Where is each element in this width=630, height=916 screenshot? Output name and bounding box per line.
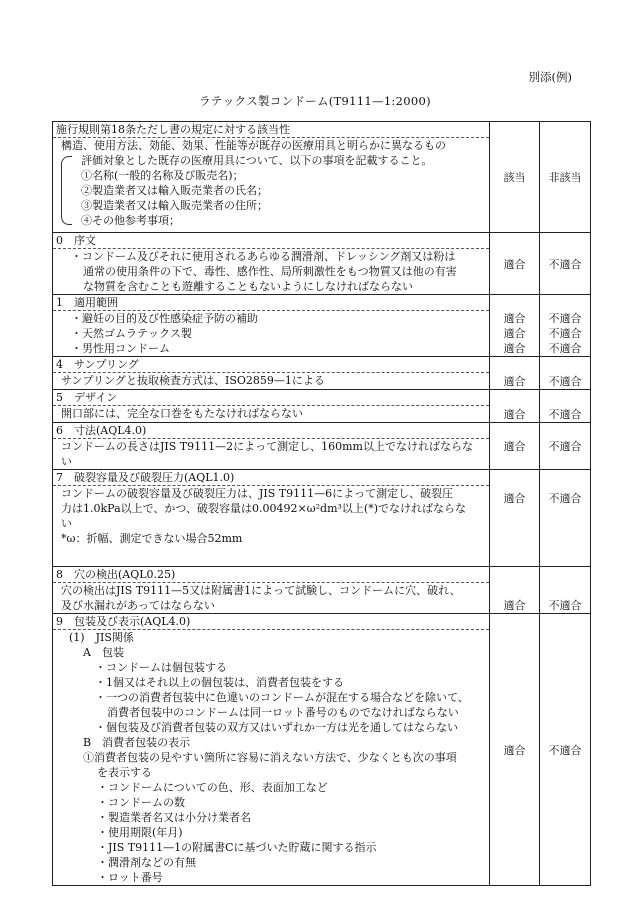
section-0-heading: 0 序文	[53, 233, 489, 249]
list-item: ・潤滑剤などの有無	[97, 856, 196, 869]
result-conform: 適合	[503, 312, 526, 325]
list-item-cont: 消費者包装中のコンドームは同一ロット番号のものでなければならない	[107, 706, 459, 719]
list-item: ・製造業者名又は小分け業者名	[97, 811, 251, 824]
labeling-title: B 消費者包装の表示	[83, 736, 191, 749]
list-item: ・コンドームは個包装する	[95, 661, 227, 674]
result-nonconform: 不適合	[540, 470, 591, 567]
list-item: ・コンドーム及びそれに使用されるあらゆる潤滑剤、ドレッシング剤又は粉は	[71, 250, 456, 263]
section-6-text: コンドームの長さはJIS T9111—2によって測定し、160mm以上でなければならな	[61, 440, 473, 453]
result-nonconform: 不適合	[540, 390, 591, 423]
result-conform: 適合	[490, 423, 540, 470]
result-nonconform: 不適合	[540, 567, 591, 614]
results-nonconform	[540, 295, 591, 357]
table-row-section-1	[53, 295, 591, 357]
section-7-text: 力は1.0kPa以上で、かつ、破裂容量は0.00492×ω²dm³以上(*)でなければならな	[61, 502, 467, 515]
col-applicable: 該当	[490, 122, 540, 233]
section-5-text: 開口部には、完全な口巻をもたなければならない	[61, 407, 303, 420]
section-6-cell	[53, 423, 490, 470]
section-7-text: い	[61, 517, 72, 530]
list-item: ・天然ゴムラテックス製	[71, 327, 192, 340]
list-item: ・コンドームの数	[97, 796, 185, 809]
labeling-intro-cont: を表示する	[97, 766, 152, 779]
section-8-cell	[53, 567, 490, 614]
list-item: ・コンドームについての色、形、表面加工など	[97, 781, 328, 794]
bracket-left	[61, 156, 72, 225]
section-8-text-cont: 及び水漏れがあってはならない	[61, 599, 215, 612]
list-item: ・避妊の目的及び性感染症予防の補助	[71, 312, 258, 325]
result-conform: 適合	[490, 614, 540, 886]
section-1-cell	[53, 295, 490, 357]
annex-label: 別添(例)	[528, 70, 572, 84]
table-row-criteria	[53, 122, 591, 233]
result-conform: 適合	[503, 342, 526, 355]
labeling-intro: ①消費者包装の見やすい箇所に容易に消えない方法で、少なくとも次の事項	[83, 751, 457, 764]
result-conform: 適合	[490, 233, 540, 295]
result-nonconform: 不適合	[540, 614, 591, 886]
criteria-intro: 構造、使用方法、効能、効果、性能等が既存の医療用具と明らかに異なるもの	[61, 139, 446, 152]
result-nonconform: 不適合	[548, 312, 582, 325]
section-7-text: コンドームの破裂容量及び破裂圧力は、JIS T9111—6によって測定し、破裂圧	[61, 487, 454, 500]
document-title: ラテックス製コンドーム(T9111—1:2000)	[199, 94, 431, 108]
table-row-section-4	[53, 357, 591, 390]
criteria-item: ①名称(一般的名称及び販売名)；	[81, 169, 244, 182]
list-item: ・一つの消費者包装中に色違いのコンドームが混在する場合などを除いて、	[95, 691, 469, 704]
result-conform: 適合	[503, 327, 526, 340]
results-conform	[490, 295, 540, 357]
criteria-heading: 施行規則第18条ただし書の規定に対する該当性	[53, 122, 489, 138]
section-4-cell	[53, 357, 490, 390]
section-5-cell	[53, 390, 490, 423]
criteria-items	[53, 153, 489, 228]
section-1-heading: 1 適用範囲	[53, 295, 489, 311]
col-not-applicable: 非該当	[540, 122, 591, 233]
list-item: ・男性用コンドーム	[71, 342, 170, 355]
section-6-text-cont: い	[61, 455, 72, 468]
result-conform: 適合	[490, 470, 540, 567]
list-item: ・JIS T9111—1の附属書Cに基づいた貯蔵に関する指示	[97, 841, 377, 854]
table-row-section-5	[53, 390, 591, 423]
criteria-item: ③製造業者又は輸入販売業者の住所；	[81, 199, 268, 212]
section-9-subheading: (1) JIS関係	[69, 631, 134, 644]
criteria-item: ②製造業者又は輸入販売業者の氏名；	[81, 184, 268, 197]
section-9-heading: 9 包装及び表示(AQL4.0)	[53, 614, 489, 630]
packaging-title: A 包装	[83, 646, 124, 659]
section-9-cell	[53, 614, 490, 886]
table-row-section-8	[53, 567, 591, 614]
conformity-table	[52, 121, 591, 886]
list-item: な物質を含むことも遊離することもないようにしなければならない	[83, 280, 413, 293]
table-row-section-6	[53, 423, 591, 470]
result-conform: 適合	[490, 567, 540, 614]
section-6-heading: 6 寸法(AQL4.0)	[53, 423, 489, 439]
result-nonconform: 不適合	[548, 327, 582, 340]
criteria-intro-cont: 評価対象とした既存の医療用具について、以下の事項を記載すること。	[81, 154, 433, 167]
section-7-cell	[53, 470, 490, 567]
section-7-heading: 7 破裂容量及び破裂圧力(AQL1.0)	[53, 470, 489, 486]
list-item: ・個包装及び消費者包装の双方又はいずれか一方は光を通してはならない	[95, 721, 458, 734]
section-4-heading: 4 サンプリング	[53, 357, 489, 373]
criteria-cell	[53, 122, 490, 233]
section-7-footnote: *ω：折幅、測定できない場合52mm	[61, 532, 243, 545]
list-item: ・1個又はそれ以上の個包装は、消費者包装をする	[95, 676, 344, 689]
result-nonconform: 不適合	[548, 342, 582, 355]
table-row-section-0	[53, 233, 591, 295]
result-conform: 適合	[490, 390, 540, 423]
result-conform: 適合	[490, 357, 540, 390]
criteria-item: ④その他参考事項；	[81, 214, 180, 227]
list-item: ・ロット番号	[97, 871, 163, 884]
table-row-section-7	[53, 470, 591, 567]
section-0-cell	[53, 233, 490, 295]
list-item: 通常の使用条件の下で、毒性、感作性、局所刺激性をもつ物質又は他の有害	[83, 265, 457, 278]
result-nonconform: 不適合	[540, 233, 591, 295]
table-row-section-9	[53, 614, 591, 886]
section-4-text: サンプリングと抜取検査方式は、ISO2859—1による	[61, 374, 325, 387]
result-nonconform: 不適合	[540, 423, 591, 470]
section-5-heading: 5 デザイン	[53, 390, 489, 406]
list-item: ・使用期限(年月)	[97, 826, 183, 839]
section-8-heading: 8 穴の検出(AQL0.25)	[53, 567, 489, 583]
section-8-text: 穴の検出はJIS T9111—5又は附属書1によって試験し、コンドームに穴、破れ、	[61, 584, 461, 597]
result-nonconform: 不適合	[540, 357, 591, 390]
